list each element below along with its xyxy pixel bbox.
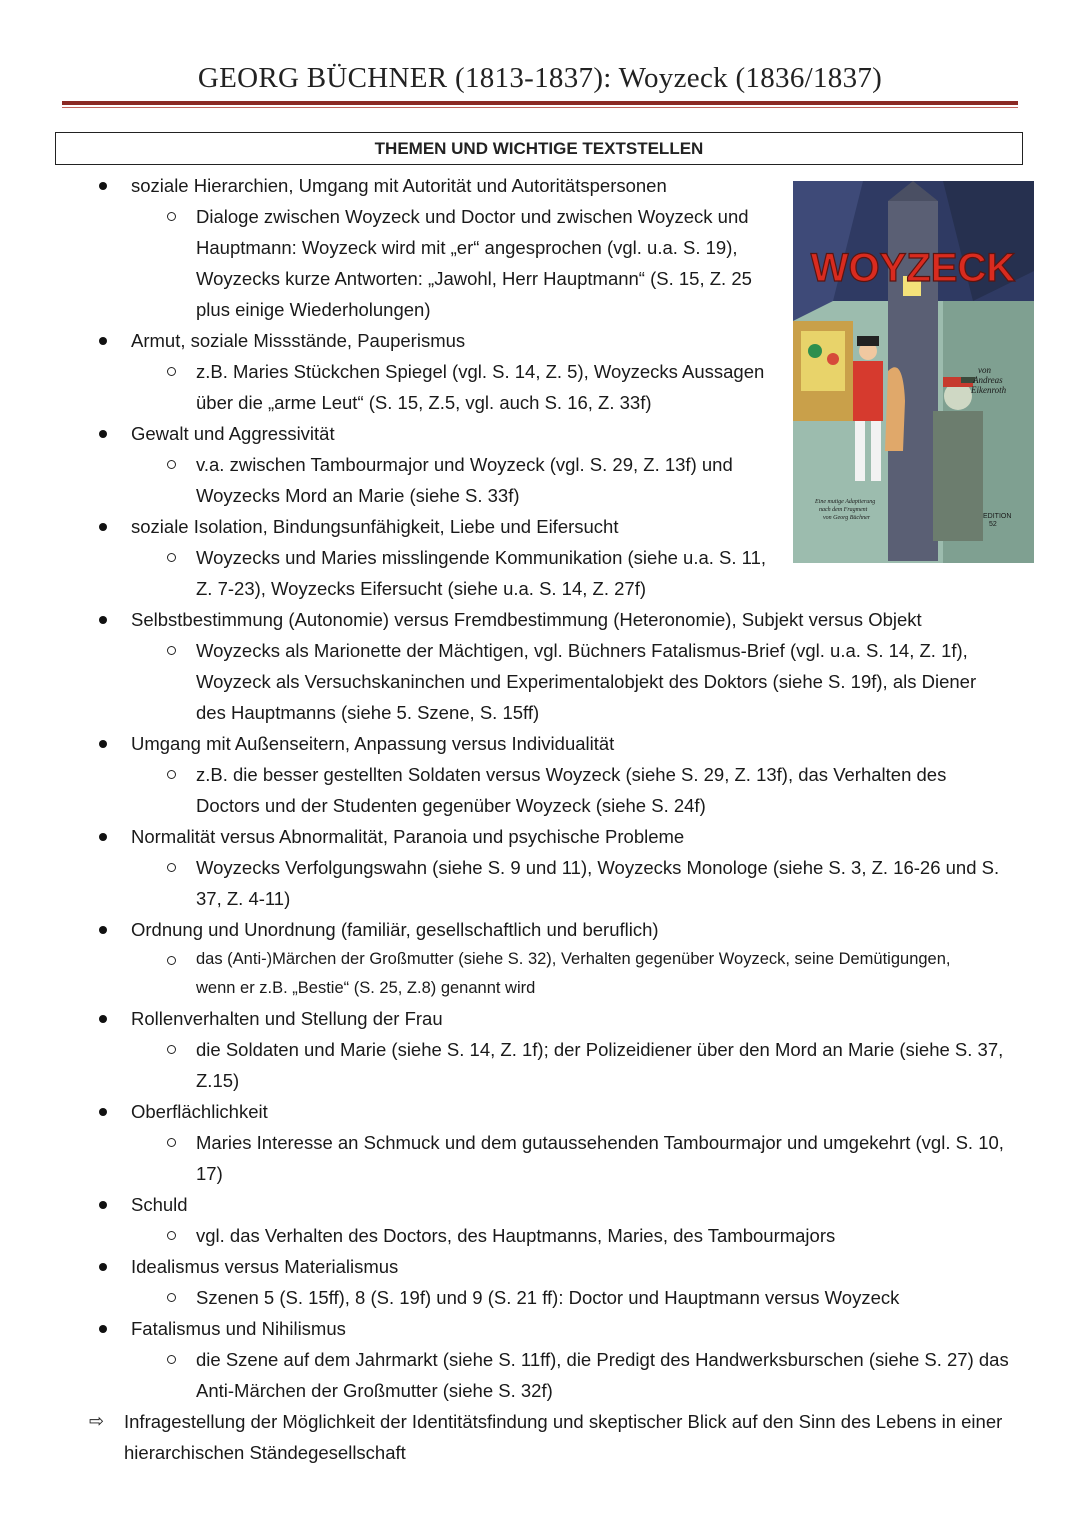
theme-detail: Woyzecks als Marionette der Mächtigen, vgl. Büchners Fatalismus-Brief (vgl. u.a. S. 14, Z. 1f), Woyzeck als Versuchskaninchen und Experimentalobjekt des Doktors (siehe S. 19f), als Diener des Hauptmanns (siehe 5. Szene, S. 15ff) <box>196 635 1011 728</box>
conclusion-text: Infragestellung der Möglichkeit der Identitätsfindung und skeptischer Blick auf den Sinn des Lebens in einer hierarchischen Ständegesellschaft <box>124 1411 1003 1463</box>
page-title: GEORG BÜCHNER (1813-1837): Woyzeck (1836/1837) <box>197 62 883 94</box>
theme-item: Ordnung und Unordnung (familiär, gesellschaftlich und beruflich) <box>0 914 1080 945</box>
theme-item: soziale Hierarchien, Umgang mit Autorität und Autoritätspersonen <box>0 170 1080 201</box>
cover-author-line-2: Andreas <box>973 375 1003 385</box>
theme-detail: z.B. die besser gestellten Soldaten versus Woyzeck (siehe S. 29, Z. 13f), das Verhalten des Doctors und der Studenten gegenüber Woyzeck (siehe S. 24f) <box>196 759 1011 821</box>
theme-item: soziale Isolation, Bindungsunfähigkeit, Liebe und Eifersucht <box>0 511 1080 542</box>
conclusion <box>0 1406 1024 1468</box>
theme-item: Armut, soziale Missstände, Pauperismus <box>0 325 1080 356</box>
theme-item: Umgang mit Außenseitern, Anpassung versus Individualität <box>0 728 1080 759</box>
theme-detail: das (Anti-)Märchen der Großmutter (siehe S. 32), Verhalten gegenüber Woyzeck, seine Demütigungen, wenn er z.B. „Bestie“ (S. 25, Z.8) genannt wird <box>196 945 956 1003</box>
cover-publisher-line-1: EDITION <box>983 513 1012 520</box>
theme-detail: Dialoge zwischen Woyzeck und Doctor und zwischen Woyzeck und Hauptmann: Woyzeck wird mit „er“ angesprochen (vgl. u.a. S. 19), Woyzecks kurze Antworten: „Jawohl, Herr Hauptmann“ (S. 15, Z. 25 plus einige Wiederholungen) <box>196 201 776 325</box>
theme-item: Gewalt und Aggressivität <box>0 418 1080 449</box>
theme-detail: v.a. zwischen Tambourmajor und Woyzeck (vgl. S. 29, Z. 13f) und Woyzecks Mord an Marie (siehe S. 33f) <box>196 449 776 511</box>
cover-subtitle-line-1: Eine mutige Adaptierung <box>815 499 876 505</box>
cover-publisher-line-2: 52 <box>989 521 997 528</box>
cover-author-line-1: von <box>978 365 991 375</box>
section-heading: THEMEN UND WICHTIGE TEXTSTELLEN <box>55 132 1023 165</box>
theme-item: Oberflächlichkeit <box>0 1096 1080 1127</box>
theme-item: Idealismus versus Materialismus <box>0 1251 1080 1282</box>
theme-detail: Maries Interesse an Schmuck und dem gutaussehenden Tambourmajor und umgekehrt (vgl. S. 10, 17) <box>196 1127 1011 1189</box>
cover-title: WOYZECK <box>810 246 1016 290</box>
arrow-right-icon: ⇨ <box>89 1411 105 1431</box>
theme-detail: die Szene auf dem Jahrmarkt (siehe S. 11ff), die Predigt des Handwerksburschen (siehe S. 27) das Anti-Märchen der Großmutter (siehe S. 32f) <box>196 1344 1011 1406</box>
theme-item: Fatalismus und Nihilismus <box>0 1313 1080 1344</box>
title-underline-thin <box>62 107 1018 108</box>
theme-item: Rollenverhalten und Stellung der Frau <box>0 1003 1080 1034</box>
theme-item: Normalität versus Abnormalität, Paranoia und psychische Probleme <box>0 821 1080 852</box>
cover-subtitle-line-3: von Georg Büchner <box>823 515 871 521</box>
theme-item: Selbstbestimmung (Autonomie) versus Fremdbestimmung (Heteronomie), Subjekt versus Objekt <box>0 604 1080 635</box>
theme-detail: vgl. das Verhalten des Doctors, des Hauptmanns, Maries, des Tambourmajors <box>196 1220 1011 1251</box>
cover-author-line-3: Eikenroth <box>971 385 1007 395</box>
themes-list <box>0 170 1080 1468</box>
theme-detail: Woyzecks und Maries misslingende Kommunikation (siehe u.a. S. 11, Z. 7-23), Woyzecks Eifersucht (siehe u.a. S. 14, Z. 27f) <box>196 542 776 604</box>
theme-detail: z.B. Maries Stückchen Spiegel (vgl. S. 14, Z. 5), Woyzecks Aussagen über die „arme Leut“ (S. 15, Z.5, vgl. auch S. 16, Z. 33f) <box>196 356 776 418</box>
theme-detail: die Soldaten und Marie (siehe S. 14, Z. 1f); der Polizeidiener über den Mord an Marie (siehe S. 37, Z.15) <box>196 1034 1011 1096</box>
theme-detail: Woyzecks Verfolgungswahn (siehe S. 9 und 11), Woyzecks Monologe (siehe S. 3, Z. 16-26 und S. 37, Z. 4-11) <box>196 852 1011 914</box>
cover-subtitle-line-2: nach dem Fragment <box>819 507 868 513</box>
title-underline <box>62 101 1018 105</box>
theme-item: Schuld <box>0 1189 1080 1220</box>
theme-detail: Szenen 5 (S. 15ff), 8 (S. 19f) und 9 (S. 21 ff): Doctor und Hauptmann versus Woyzeck <box>196 1282 1011 1313</box>
